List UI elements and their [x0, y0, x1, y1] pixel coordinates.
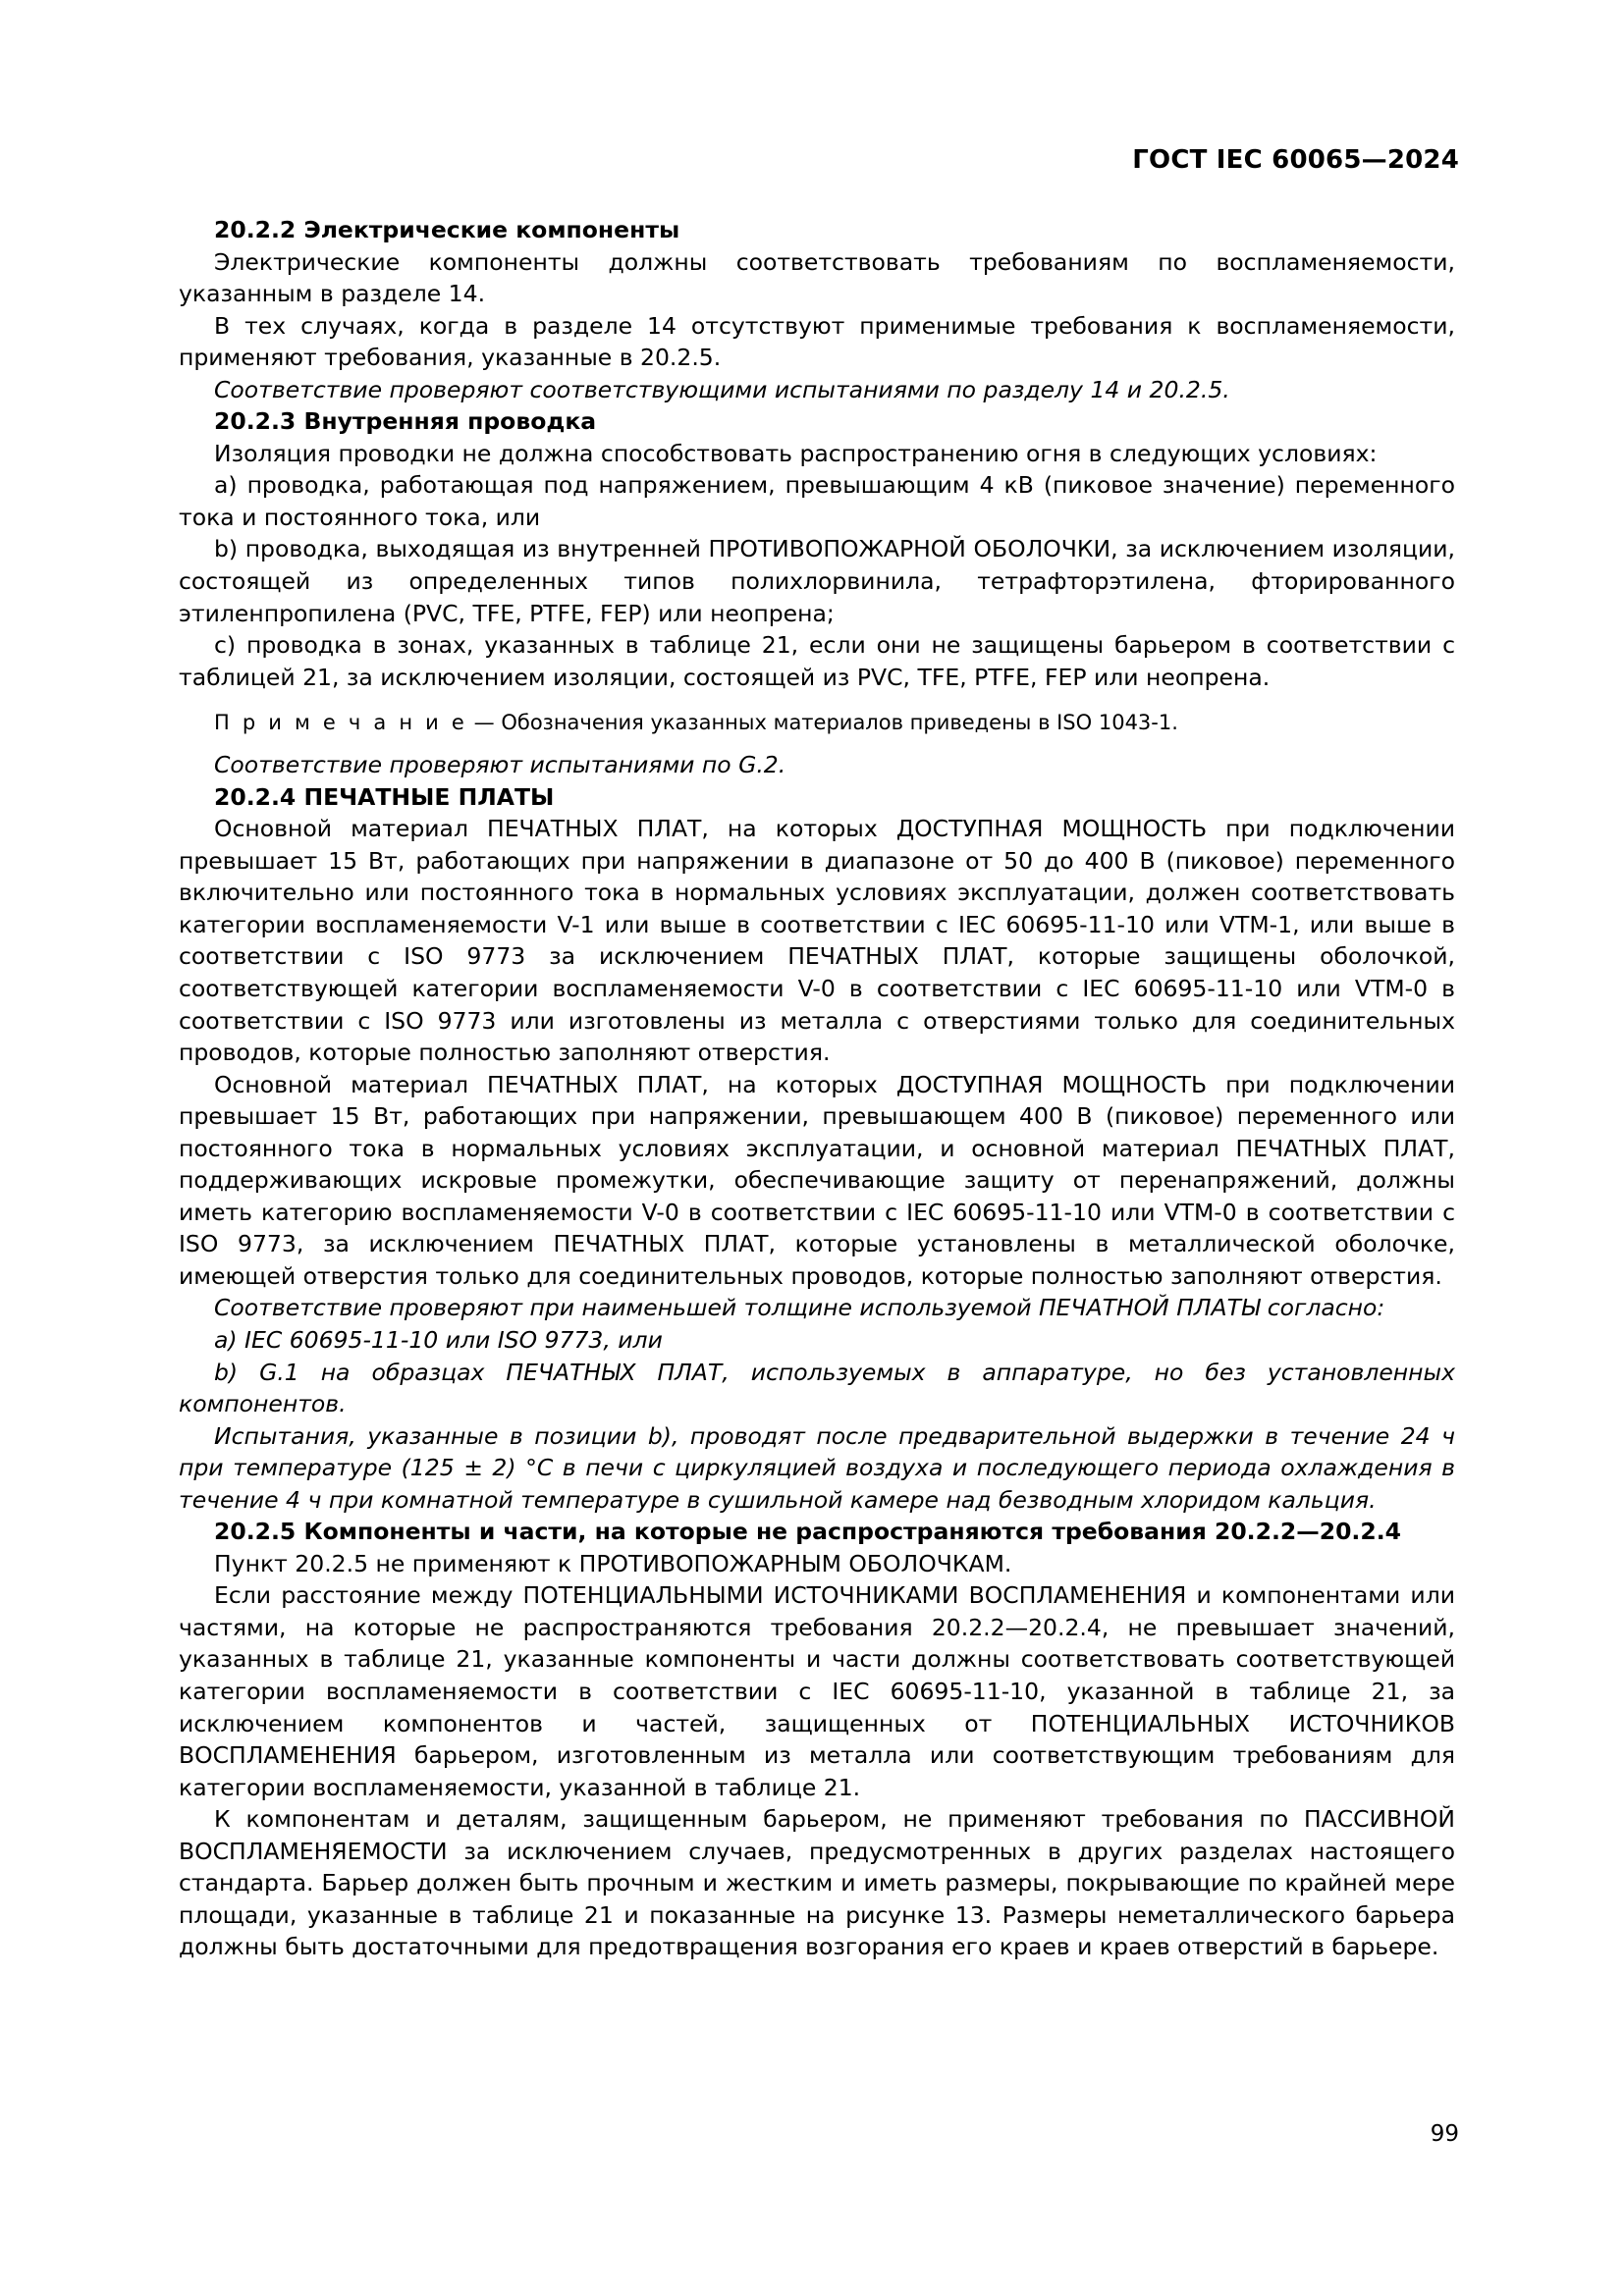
list-item-20-2-3-b: b) проводка, выходящая из внутренней ПРОТИВОПОЖАРНОЙ ОБОЛОЧКИ, за исключением изоляции, состоящей из определенных типов полихлорвинила, тетрафторэтилена, фторированного этиленпропилена (PVC, TFE, PTFE, FEP) или неопрена; — [179, 535, 1455, 627]
section-heading-20-2-4: 20.2.4 ПЕЧАТНЫЕ ПЛАТЫ — [214, 782, 555, 811]
note-20-2-3 — [179, 709, 1455, 737]
section-heading-20-2-5: 20.2.5 Компоненты и части, на которые не распространяются требования 20.2.2—20.2.4 — [214, 1518, 1401, 1546]
conformity-note-20-2-3: Соответствие проверяют испытаниями по G.2. — [214, 751, 786, 779]
paragraph-20-2-5-3: К компонентам и деталям, защищенным барьером, не применяют требования по ПАССИВНОЙ ВОСПЛАМЕНЯЕМОСТИ за исключением случаев, предусмотренных в других разделах настоящего стандарта. Барьер должен быть прочным и жестким и иметь размеры, покрывающие по крайней мере площади, указанные в таблице 21 и показанные на рисунке 13. Размеры неметаллического барьера должны быть достаточными для предотвращения возгорания его краев и краев отверстий в барьере. — [179, 1805, 1455, 1961]
page-number: 99 — [1430, 2121, 1459, 2147]
page-header: ГОСТ IEC 60065—2024 — [1132, 145, 1459, 175]
paragraph-20-2-2-1: Электрические компоненты должны соответствовать требованиям по воспламеняемости, указанным в разделе 14. — [179, 247, 1455, 308]
list-item-20-2-4-b: b) G.1 на образцах ПЕЧАТНЫХ ПЛАТ, используемых в аппаратуре, но без установленных компонентов. — [179, 1358, 1455, 1418]
conformity-note-20-2-4: Соответствие проверяют при наименьшей толщине используемой ПЕЧАТНОЙ ПЛАТЫ согласно: — [214, 1294, 1385, 1322]
document-body — [179, 214, 1455, 1963]
paragraph-20-2-3-1: Изоляция проводки не должна способствовать распространению огня в следующих условиях: — [214, 439, 1378, 467]
conformity-note-20-2-2: Соответствие проверяют соответствующими испытаниями по разделу 14 и 20.2.5. — [214, 375, 1230, 403]
list-item-20-2-3-a: a) проводка, работающая под напряжением, превышающим 4 кВ (пиковое значение) переменного тока и постоянного тока, или — [179, 471, 1455, 531]
paragraph-20-2-2-2: В тех случаях, когда в разделе 14 отсутствуют применимые требования к воспламеняемости, применяют требования, указанные в 20.2.5. — [179, 311, 1455, 372]
paragraph-20-2-4-2: Основной материал ПЕЧАТНЫХ ПЛАТ, на которых ДОСТУПНАЯ МОЩНОСТЬ при подключении превышает 15 Вт, работающих при напряжении, превышающем 400 В (пиковое) переменного или постоянного тока в нормальных условиях эксплуатации, и основной материал ПЕЧАТНЫХ ПЛАТ, поддерживающих искровые промежутки, обеспечивающие защиту от перенапряжений, должны иметь категорию воспламеняемости V-0 в соответствии с IEC 60695-11-10 или VTM-0 в соответствии с ISO 9773, за исключением ПЕЧАТНЫХ ПЛАТ, которые установлены в металлической оболочке, имеющей отверстия только для соединительных проводов, которые полностью заполняют отверстия. — [179, 1070, 1455, 1290]
list-item-20-2-4-a: a) IEC 60695-11-10 или ISO 9773, или — [214, 1326, 663, 1355]
paragraph-20-2-4-3: Испытания, указанные в позиции b), проводят после предварительной выдержки в течение 24 ч при температуре (125 ± 2) °C в печи с циркуляцией воздуха и последующего периода охлаждения в течение 4 ч при комнатной температуре в сушильной камере над безводным хлоридом кальция. — [179, 1421, 1455, 1514]
note-text: — Обозначения указанных материалов приведены в ISO 1043-1. — [466, 711, 1178, 735]
section-heading-20-2-2: 20.2.2 Электрические компоненты — [214, 216, 680, 243]
list-item-20-2-3-c: c) проводка в зонах, указанных в таблице 21, если они не защищены барьером в соответствии с таблицей 21, за исключением изоляции, состоящей из PVC, TFE, PTFE, FEP или неопрена. — [179, 631, 1455, 691]
note-label: П р и м е ч а н и е — [214, 711, 467, 735]
section-heading-20-2-3: 20.2.3 Внутренняя проводка — [214, 407, 597, 436]
paragraph-20-2-5-2: Если расстояние между ПОТЕНЦИАЛЬНЫМИ ИСТОЧНИКАМИ ВОСПЛАМЕНЕНИЯ и компонентами или частями, на которые не распространяются требования 20.2.2—20.2.4, не превышает значений, указанных в таблице 21, указанные компоненты и части должны соответствовать соответствующей категории воспламеняемости в соответствии с IEC 60695-11-10, указанной в таблице 21, за исключением компонентов и частей, защищенных от ПОТЕНЦИАЛЬНЫХ ИСТОЧНИКОВ ВОСПЛАМЕНЕНИЯ барьером, изготовленным из металла или соответствующим требованиям для категории воспламеняемости, указанной в таблице 21. — [179, 1581, 1455, 1801]
paragraph-20-2-5-1: Пункт 20.2.5 не применяют к ПРОТИВОПОЖАРНЫМ ОБОЛОЧКАМ. — [214, 1549, 1012, 1577]
paragraph-20-2-4-1: Основной материал ПЕЧАТНЫХ ПЛАТ, на которых ДОСТУПНАЯ МОЩНОСТЬ при подключении превышает 15 Вт, работающих при напряжении в диапазоне от 50 до 400 В (пиковое) переменного включительно или постоянного тока в нормальных условиях эксплуатации, должен соответствовать категории воспламеняемости V-1 или выше в соответствии с IEC 60695-11-10 или VTM-1, или выше в соответствии с ISO 9773 за исключением ПЕЧАТНЫХ ПЛАТ, которые защищены оболочкой, соответствующей категории воспламеняемости V-0 в соответствии с IEC 60695-11-10 или VTM-0 в соответствии с ISO 9773 или изготовлены из металла с отверстиями только для соединительных проводов, которые полностью заполняют отверстия. — [179, 815, 1455, 1067]
